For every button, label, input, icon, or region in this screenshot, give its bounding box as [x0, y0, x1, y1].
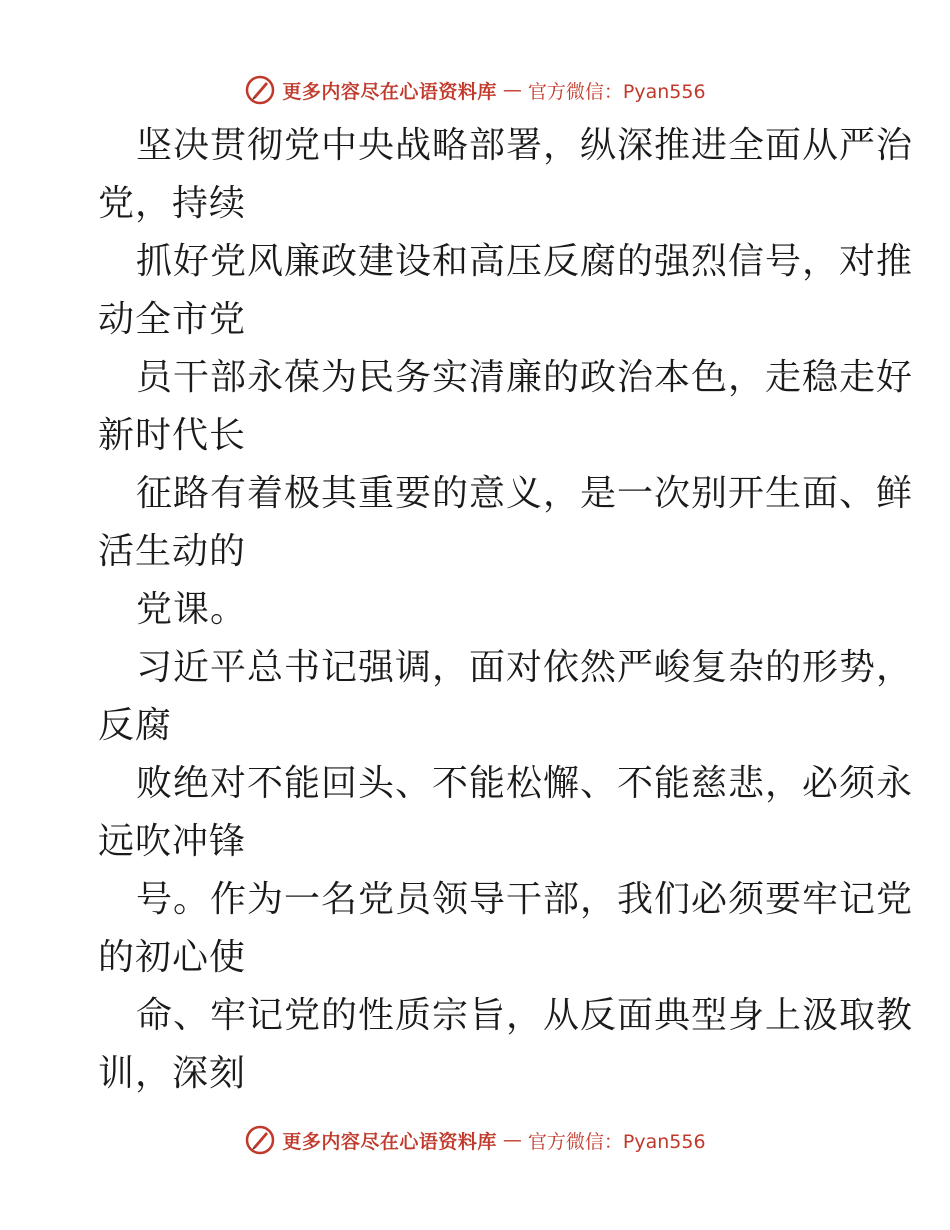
watermark-contact: 官方微信：Pyan556 — [527, 1130, 706, 1153]
text-line: 党，持续 — [98, 183, 247, 224]
text-line: 习近平总书记强调，面对依然严峻复杂的形势， — [136, 647, 914, 688]
text-line: 训，深刻 — [98, 1053, 247, 1094]
text-line: 党课。 — [136, 589, 248, 630]
text-line: 征路有着极其重要的意义，是一次别开生面、鲜 — [136, 473, 914, 514]
quill-pen-icon — [244, 74, 276, 106]
text-line: 号。作为一名党员领导干部，我们必须要牢记党 — [136, 879, 914, 920]
text-line: 坚决贯彻党中央战略部署，纵深推进全面从严治 — [136, 125, 914, 166]
text-line: 败绝对不能回头、不能松懈、不能慈悲，必须永 — [136, 763, 914, 804]
document-body — [98, 117, 914, 1103]
watermark-separator: — — [502, 1129, 522, 1151]
watermark-brand: 更多内容尽在心语资料库 — [282, 1130, 497, 1153]
text-line: 反腐 — [98, 705, 173, 746]
text-line: 的初心使 — [98, 937, 247, 978]
text-line: 新时代长 — [98, 415, 247, 456]
watermark-contact: 官方微信：Pyan556 — [527, 80, 706, 103]
text-line: 员干部永葆为民务实清廉的政治本色，走稳走好 — [136, 357, 914, 398]
watermark-separator: — — [502, 79, 522, 101]
text-line: 远吹冲锋 — [98, 821, 247, 862]
footer-watermark — [0, 1120, 950, 1160]
text-line: 抓好党风廉政建设和高压反腐的强烈信号，对推 — [136, 241, 914, 282]
text-line: 命、牢记党的性质宗旨，从反面典型身上汲取教 — [136, 995, 914, 1036]
text-line: 动全市党 — [98, 299, 247, 340]
quill-pen-icon — [244, 1124, 276, 1156]
watermark-brand: 更多内容尽在心语资料库 — [282, 80, 497, 103]
header-watermark — [0, 70, 950, 110]
text-line: 活生动的 — [98, 531, 247, 572]
